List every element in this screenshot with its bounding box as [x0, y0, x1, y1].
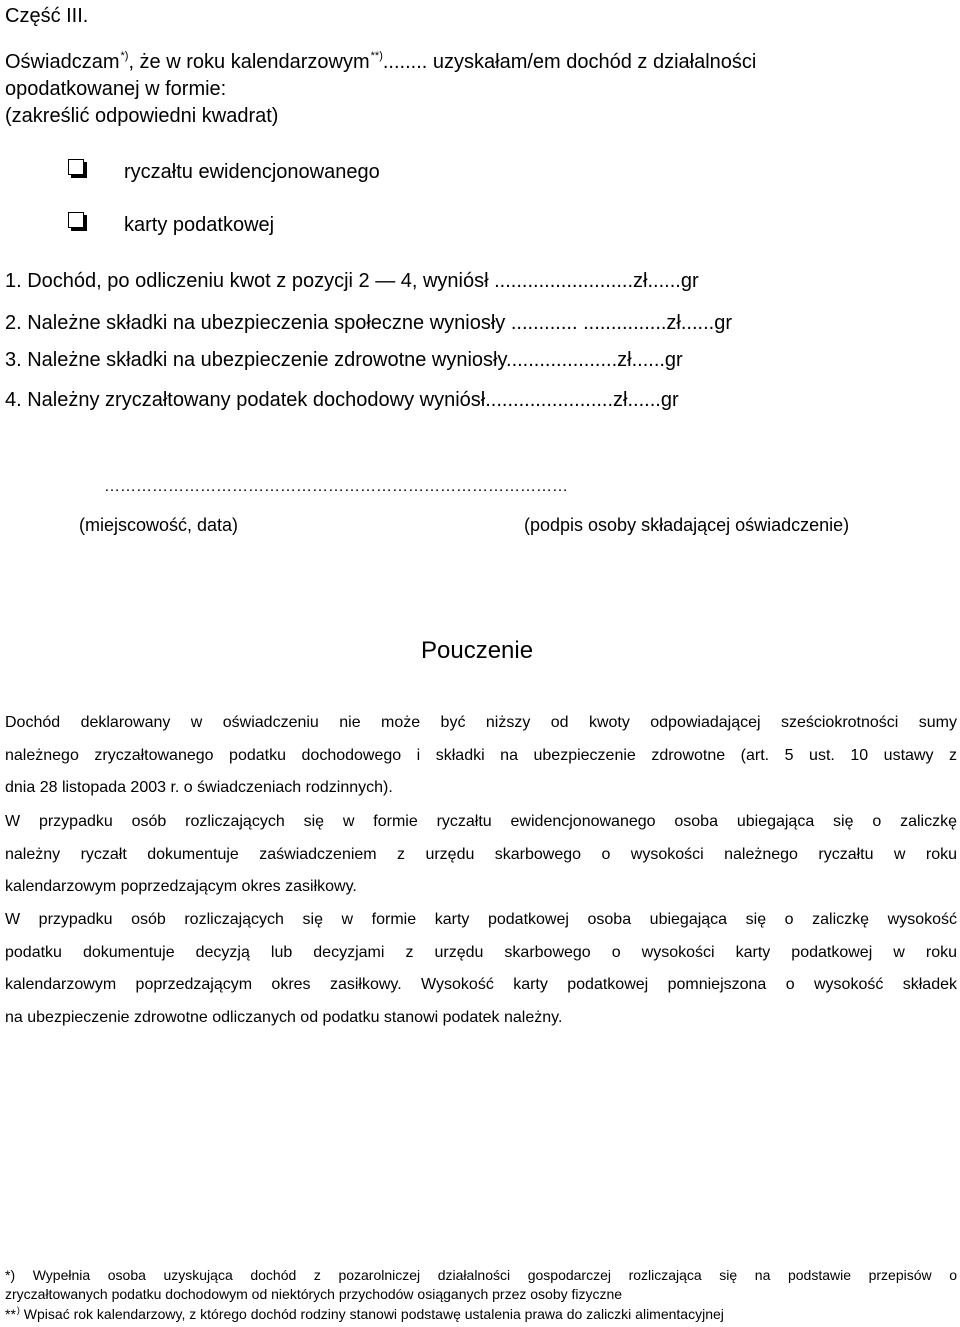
- item-income-tax: 4. Należny zryczałtowany podatek dochodowy wyniósł.......................zł......gr: [5, 389, 679, 411]
- signature-dots: ……………………………………………………………………………: [104, 478, 568, 495]
- option-label-lump-sum: ryczałtu ewidencjonowanego: [124, 161, 380, 183]
- option-label-tax-card: karty podatkowej: [124, 214, 275, 236]
- footnote-2: [5, 1305, 724, 1325]
- paragraph-line: należnego zryczałtowanego podatku dochodowego i składki na ubezpieczenie zdrowotne (art. 5 ust. 10 ustawy z: [5, 746, 957, 764]
- footnote-ref-2: **): [370, 50, 383, 62]
- checkbox-tax-card[interactable]: [68, 212, 84, 228]
- item-income: 1. Dochód, po odliczeniu kwot z pozycji 2 — 4, wyniósł .........................zł......gr: [5, 270, 699, 292]
- paragraph-line: podatku dokumentuje decyzją lub decyzjami z urzędu skarbowego o wysokości karty podatkowej w roku: [5, 943, 957, 961]
- paragraph-line: Dochód deklarowany w oświadczeniu nie może być niższy od kwoty odpowiadającej sześciokrotności sumy: [5, 714, 957, 731]
- declaration-start: Oświadczam: [5, 51, 120, 73]
- part-title: Część III.: [5, 5, 89, 27]
- instruction-paragraph-3: [5, 904, 957, 1034]
- paragraph-line: należny ryczałt dokumentuje zaświadczeniem z urzędu skarbowego o wysokości należnego ryczałtu w roku: [5, 845, 957, 863]
- item-social-contributions: 2. Należne składki na ubezpieczenia społeczne wyniosły ............ ...............zł......gr: [5, 312, 732, 334]
- paragraph-line: na ubezpieczenie zdrowotne odliczanych od podatku stanowi podatek należny.: [5, 1008, 563, 1026]
- paragraph-line: dnia 28 listopada 2003 r. o świadczeniach rodzinnych).: [5, 779, 393, 797]
- instruction-paragraph-1: [5, 707, 957, 805]
- footnote-1-line-1: *) Wypełnia osoba uzyskująca dochód z pozarolniczej działalności gospodarczej rozliczająca się na podstawie przepisów o: [5, 1267, 957, 1283]
- place-date-label: (miejscowość, data): [79, 515, 239, 535]
- declaration-line-1: [5, 50, 756, 77]
- footnote-2-sup: ): [16, 1305, 20, 1315]
- paragraph-line: W przypadku osób rozliczających się w formie ryczałtu ewidencjonowanego osoba ubiegająca się o zaliczkę: [5, 813, 957, 830]
- paragraph-line: kalendarzowym poprzedzającym okres zasiłkowy. Wysokość karty podatkowej pomniejszona o wysokość składek: [5, 976, 957, 994]
- signature-label: (podpis osoby składającej oświadczenie): [524, 515, 850, 535]
- declaration-mid: , że w roku kalendarzowym: [128, 51, 370, 73]
- declaration-instruction: (zakreślić odpowiedni kwadrat): [5, 105, 279, 127]
- declaration-line-2: opodatkowanej w formie:: [5, 78, 227, 100]
- instruction-title: Pouczenie: [421, 637, 534, 664]
- footnote-2-mark: **: [5, 1306, 16, 1322]
- footnote-ref-1: *): [120, 50, 129, 62]
- item-health-contribution: 3. Należne składki na ubezpieczenie zdrowotne wyniosły....................zł......gr: [5, 349, 683, 371]
- checkbox-lump-sum[interactable]: [68, 159, 84, 175]
- instruction-paragraph-2: [5, 806, 957, 904]
- footnote-2-text: Wpisać rok kalendarzowy, z którego dochód rodziny stanowi podstawę ustalenia prawa do zaliczki alimentacyjnej: [19, 1306, 724, 1322]
- paragraph-line: W przypadku osób rozliczających się w formie karty podatkowej osoba ubiegająca się o zaliczkę wysokość: [5, 911, 957, 928]
- footnote-1-line-2: zryczałtowanych podatku dochodowym od niektórych przychodów osiąganych przez osoby fizyczne: [5, 1286, 623, 1302]
- declaration-end: ........ uzyskałam/em dochód z działalności: [382, 51, 757, 73]
- paragraph-line: kalendarzowym poprzedzającym okres zasiłkowy.: [5, 878, 357, 896]
